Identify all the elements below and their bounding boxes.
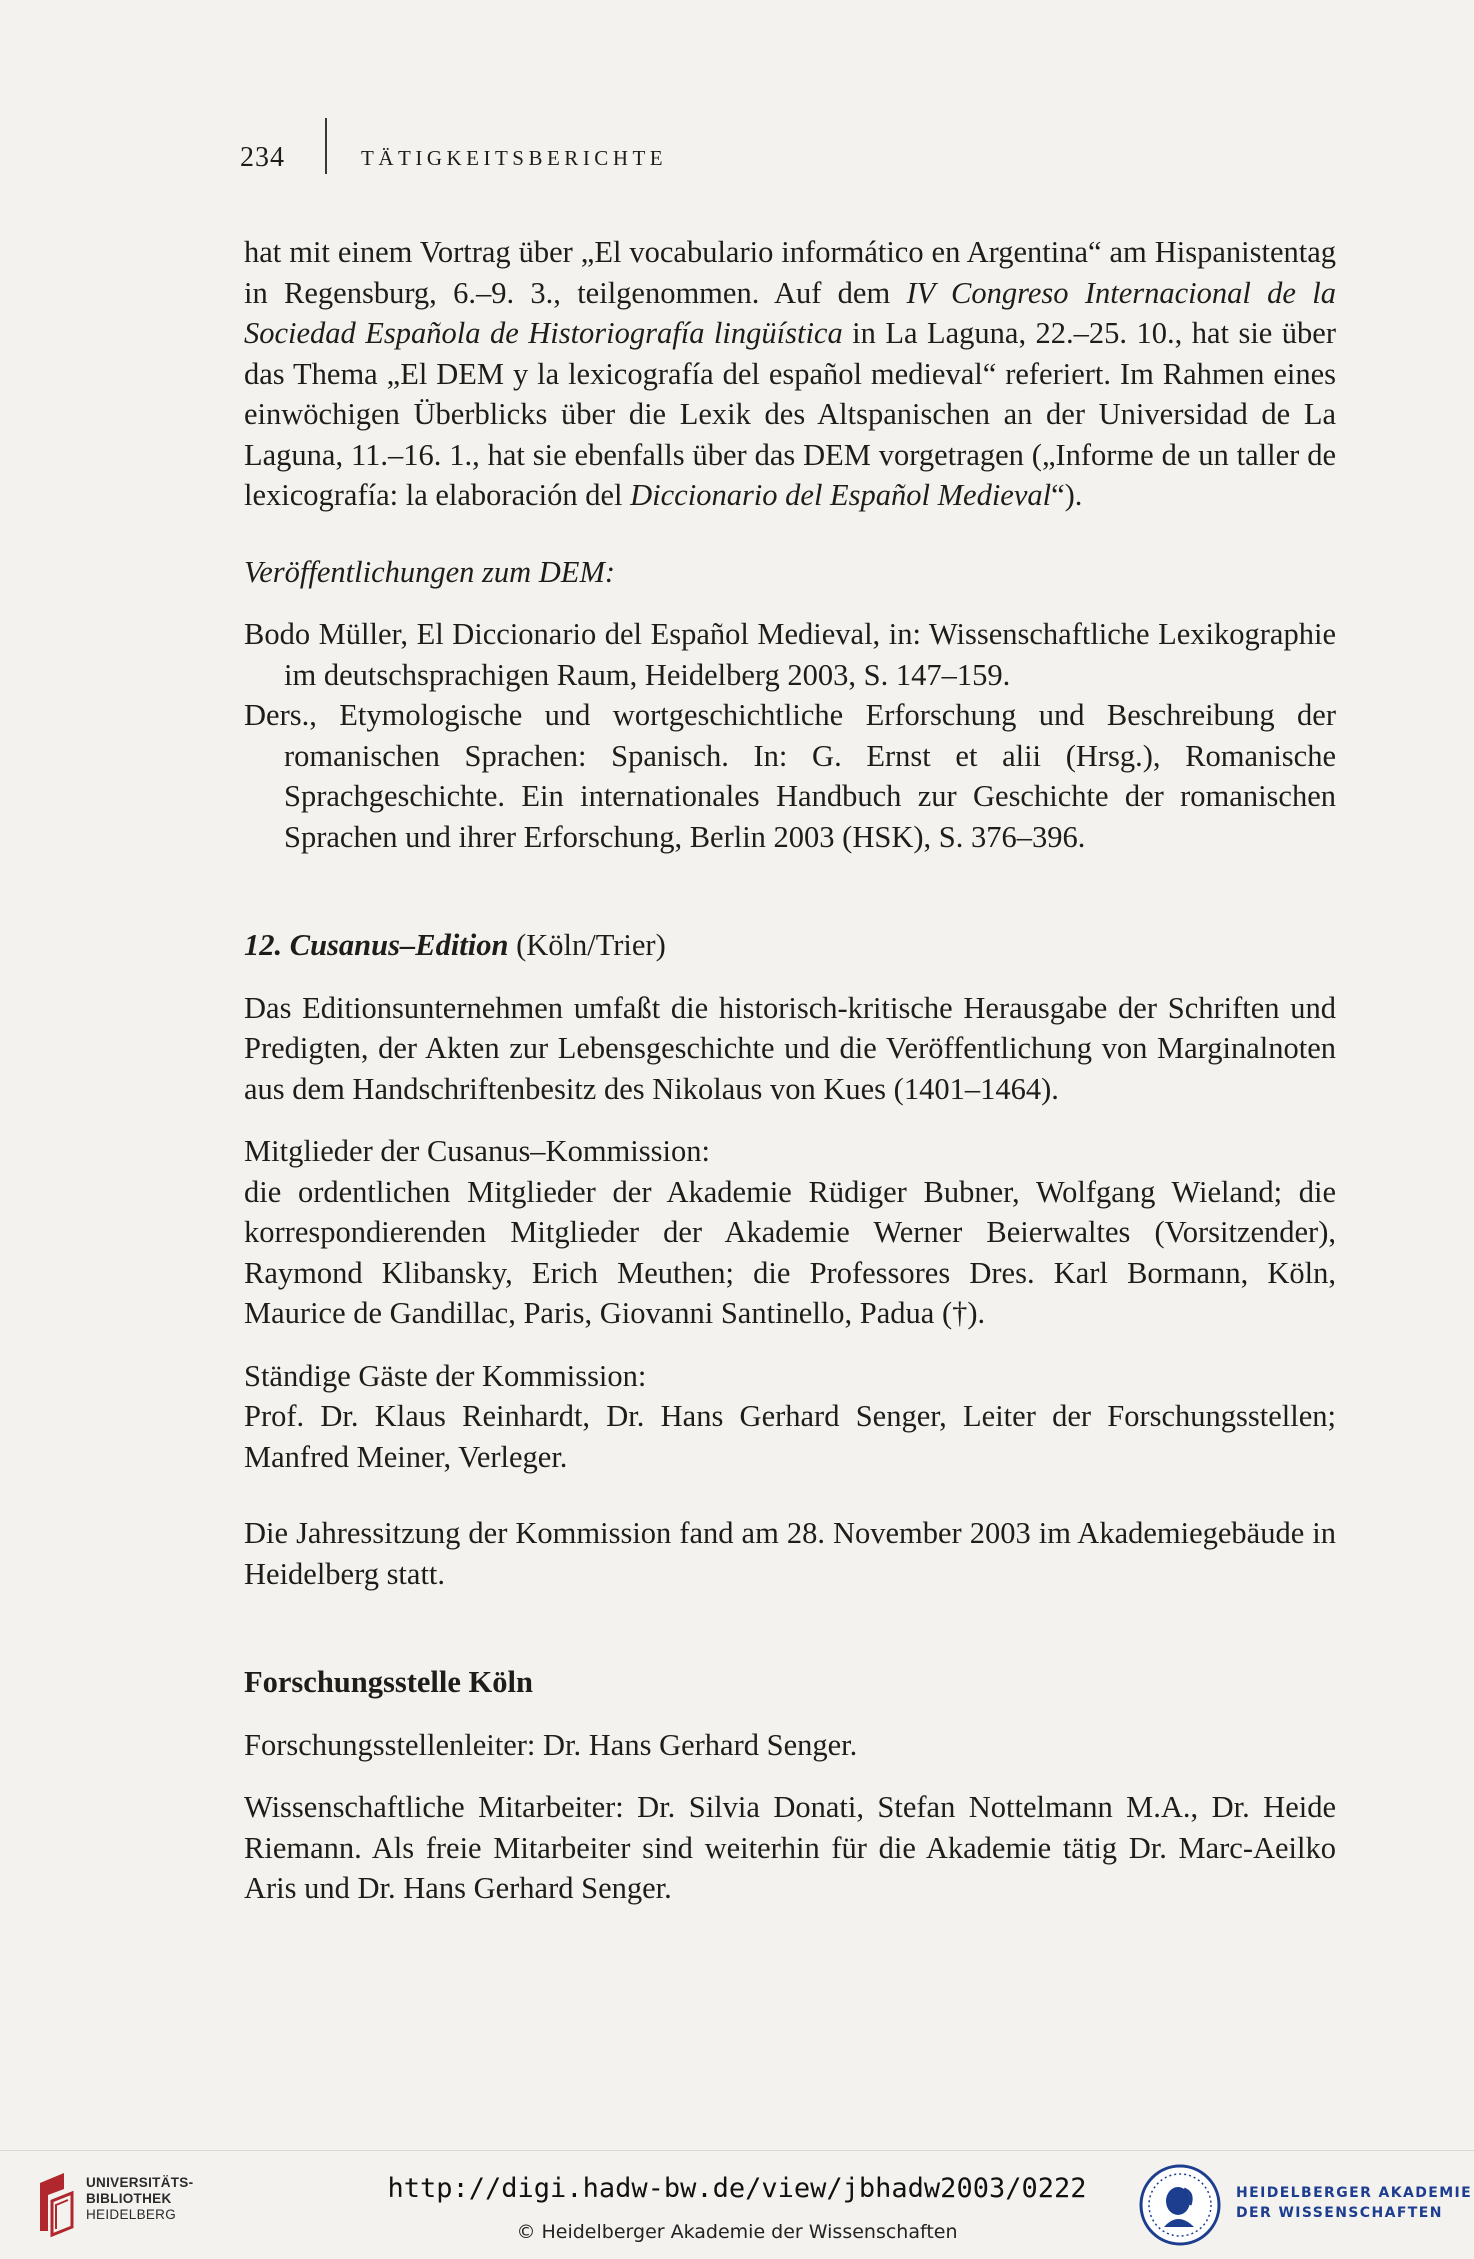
section-location: (Köln/Trier) [508,928,666,962]
page-header [240,138,667,178]
research-leader: Forschungsstellenleiter: Dr. Hans Gerhard Senger. [244,1727,858,1762]
publications-heading: Veröffentlichungen zum DEM: [244,554,616,589]
guests-list: Prof. Dr. Klaus Reinhardt, Dr. Hans Gerhard Senger, Leiter der Forschungsstellen; Manfred Meiner, Verleger. [244,1399,1336,1474]
congress-title: IV Congreso Internacional de la Sociedad Española de Historiografía lingüística [244,275,1336,350]
copyright-notice: © Heidelberger Akademie der Wissenschaften [516,2221,958,2243]
running-head: TÄTIGKEITSBERICHTE [361,145,668,170]
page-body [244,232,1336,1909]
subsection-title: Forschungsstelle Köln [244,1665,533,1699]
paragraph-dem-talks: hat mit einem Vortrag über „El vocabulario informático en Argentina“ am Hispanistentag in Regensburg, 6.–9. 3., teilgenommen. Auf dem IV Congreso Internacional de la Sociedad Española de Historiografía lingüística in La Laguna, 22.–25. 10., hat sie über das Thema „El DEM y la lexicografía del español medieval“ referiert. Im Rahmen eines einwöchigen Überblicks über die Lexik des Altspanischen an der Universidad de La Laguna, 11.–16. 1., hat sie ebenfalls über das DEM vorgetragen („Informe de un taller de lexicografía: la elaboración del Diccionario del Español Medieval“). [244,235,1337,512]
page-number: 234 [240,142,285,173]
section-intro: Das Editionsunternehmen umfaßt die historisch-kritische Herausgabe der Schriften und Predigten, der Akten zur Lebensgeschichte und die Veröffentlichung von Marginalnoten aus dem Handschriftenbesitz des Nikolaus von Kues (1401–1464). [244,990,1336,1106]
members-label: Mitglieder der Cusanus–Kommission: [244,1134,710,1168]
dictionary-title: Diccionario del Español Medieval [630,478,1052,512]
university-library-name: UNIVERSITÄTS- BIBLIOTHEK HEIDELBERG [86,2175,194,2222]
research-staff: Wissenschaftliche Mitarbeiter: Dr. Silvia Donati, Stefan Nottelmann M.A., Dr. Heide Riemann. Als freie Mitarbeiter sind weiterhin für die Akademie tätig Dr. Marc-Aeilko Aris und Dr. Hans Gerhard Senger. [244,1790,1336,1905]
publication-entry: Bodo Müller, El Diccionario del Español Medieval, in: Wissenschaftliche Lexikographie im deutschsprachigen Raum, Heidelberg 2003, S. 147–159. [244,617,1336,692]
section-heading [244,925,1336,966]
members-list: die ordentlichen Mitglieder der Akademie Rüdiger Bubner, Wolfgang Wieland; die korrespondierenden Mitglieder der Akademie Werner Beierwaltes (Vorsitzender), Raymond Klibansky, Erich Meuthen; die Professores Dres. Karl Bormann, Köln, Maurice de Gandillac, Paris, Giovanni Santinello, Padua (†). [244,1174,1336,1330]
academy-name: HEIDELBERGER AKADEMIE DER WISSENSCHAFTEN [1236,2185,1473,2221]
header-divider [325,118,327,174]
publication-entry: Ders., Etymologische und wortgeschichtliche Erforschung und Beschreibung der romanischen Sprachen: Spanisch. In: G. Ernst et alii (Hrsg.), Romanische Sprachgeschichte. Ein internationales Handbuch zur Geschichte der romanischen Sprachen und ihrer Erforschung, Berlin 2003 (HSK), S. 376–396. [244,698,1336,854]
guests-label: Ständige Gäste der Kommission: [244,1358,647,1393]
digitization-footer [0,2150,1474,2259]
section-title: 12. Cusanus–Edition [244,928,509,962]
permalink-url[interactable]: http://digi.hadw-bw.de/view/jbhadw2003/0222 [387,2173,1087,2204]
annual-meeting: Die Jahressitzung der Kommission fand am 28. November 2003 im Akademiegebäude in Heidelberg statt. [244,1516,1336,1591]
academy-seal-icon [1138,2163,1222,2247]
